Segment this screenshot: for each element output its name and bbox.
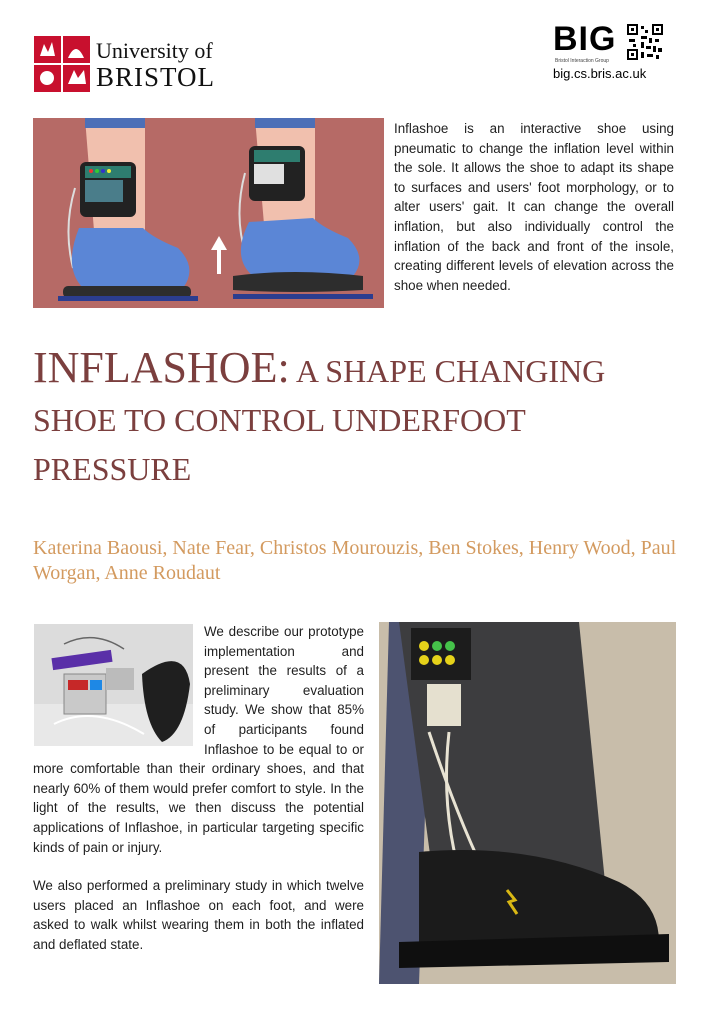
university-crest-icon (34, 36, 90, 92)
title-main: INFLASHOE: (33, 343, 290, 392)
body-text (33, 622, 364, 955)
inflashoe-illustration (33, 118, 384, 308)
title-subtitle: A SHAPE CHANGING SHOE TO CONTROL UNDERFOOT PRESSURE (33, 353, 606, 487)
shoe-photo (379, 622, 676, 984)
intro-paragraph: Inflashoe is an interactive shoe using pneumatic to change the inflation level within the sole. It allows the shoe to adapt its shape to surfaces and users' foot morphology, or to alter users' gait. It can change the overall inflation, but also individually control the inflation of the back and front of the insole, creating different levels of elevation across the shoe when needed. (394, 121, 674, 293)
poster-title (33, 343, 673, 497)
big-wordmark: BIG (553, 20, 617, 58)
shoe-photo-graphic (379, 622, 676, 984)
image-spacer (33, 622, 204, 757)
illustration-graphic (33, 118, 384, 308)
group-url: big.cs.bris.ac.uk (553, 66, 647, 81)
university-name-line1: University of (96, 38, 213, 63)
big-subtitle: Bristol Interaction Group (555, 58, 609, 64)
university-logo (34, 36, 234, 92)
author-list: Katerina Baousi, Nate Fear, Christos Mourouzis, Ben Stokes, Henry Wood, Paul Worgan, Anne Roudaut (33, 537, 677, 584)
big-logo (553, 22, 683, 84)
university-name (96, 38, 215, 90)
university-name-line2: BRISTOL (96, 62, 216, 92)
qr-code-icon (627, 24, 663, 60)
body-paragraph-1: We describe our prototype implementation and present the results of a preliminary evaluation study. We show that 85% of participants found Inflashoe to be equal to or more comfortable than their ordinary shoes, and that nearly 60% of them would prefer comfort to style. In the light of the results, we then discuss the potential applications of Inflashoe, in particular targeting specific kinds of pain or injury. (33, 624, 364, 855)
body-paragraph-2: We also performed a preliminary study in which twelve users placed an Inflashoe on each foot, and were asked to walk whilst wearing them in both the inflated and deflated state. (33, 878, 364, 952)
